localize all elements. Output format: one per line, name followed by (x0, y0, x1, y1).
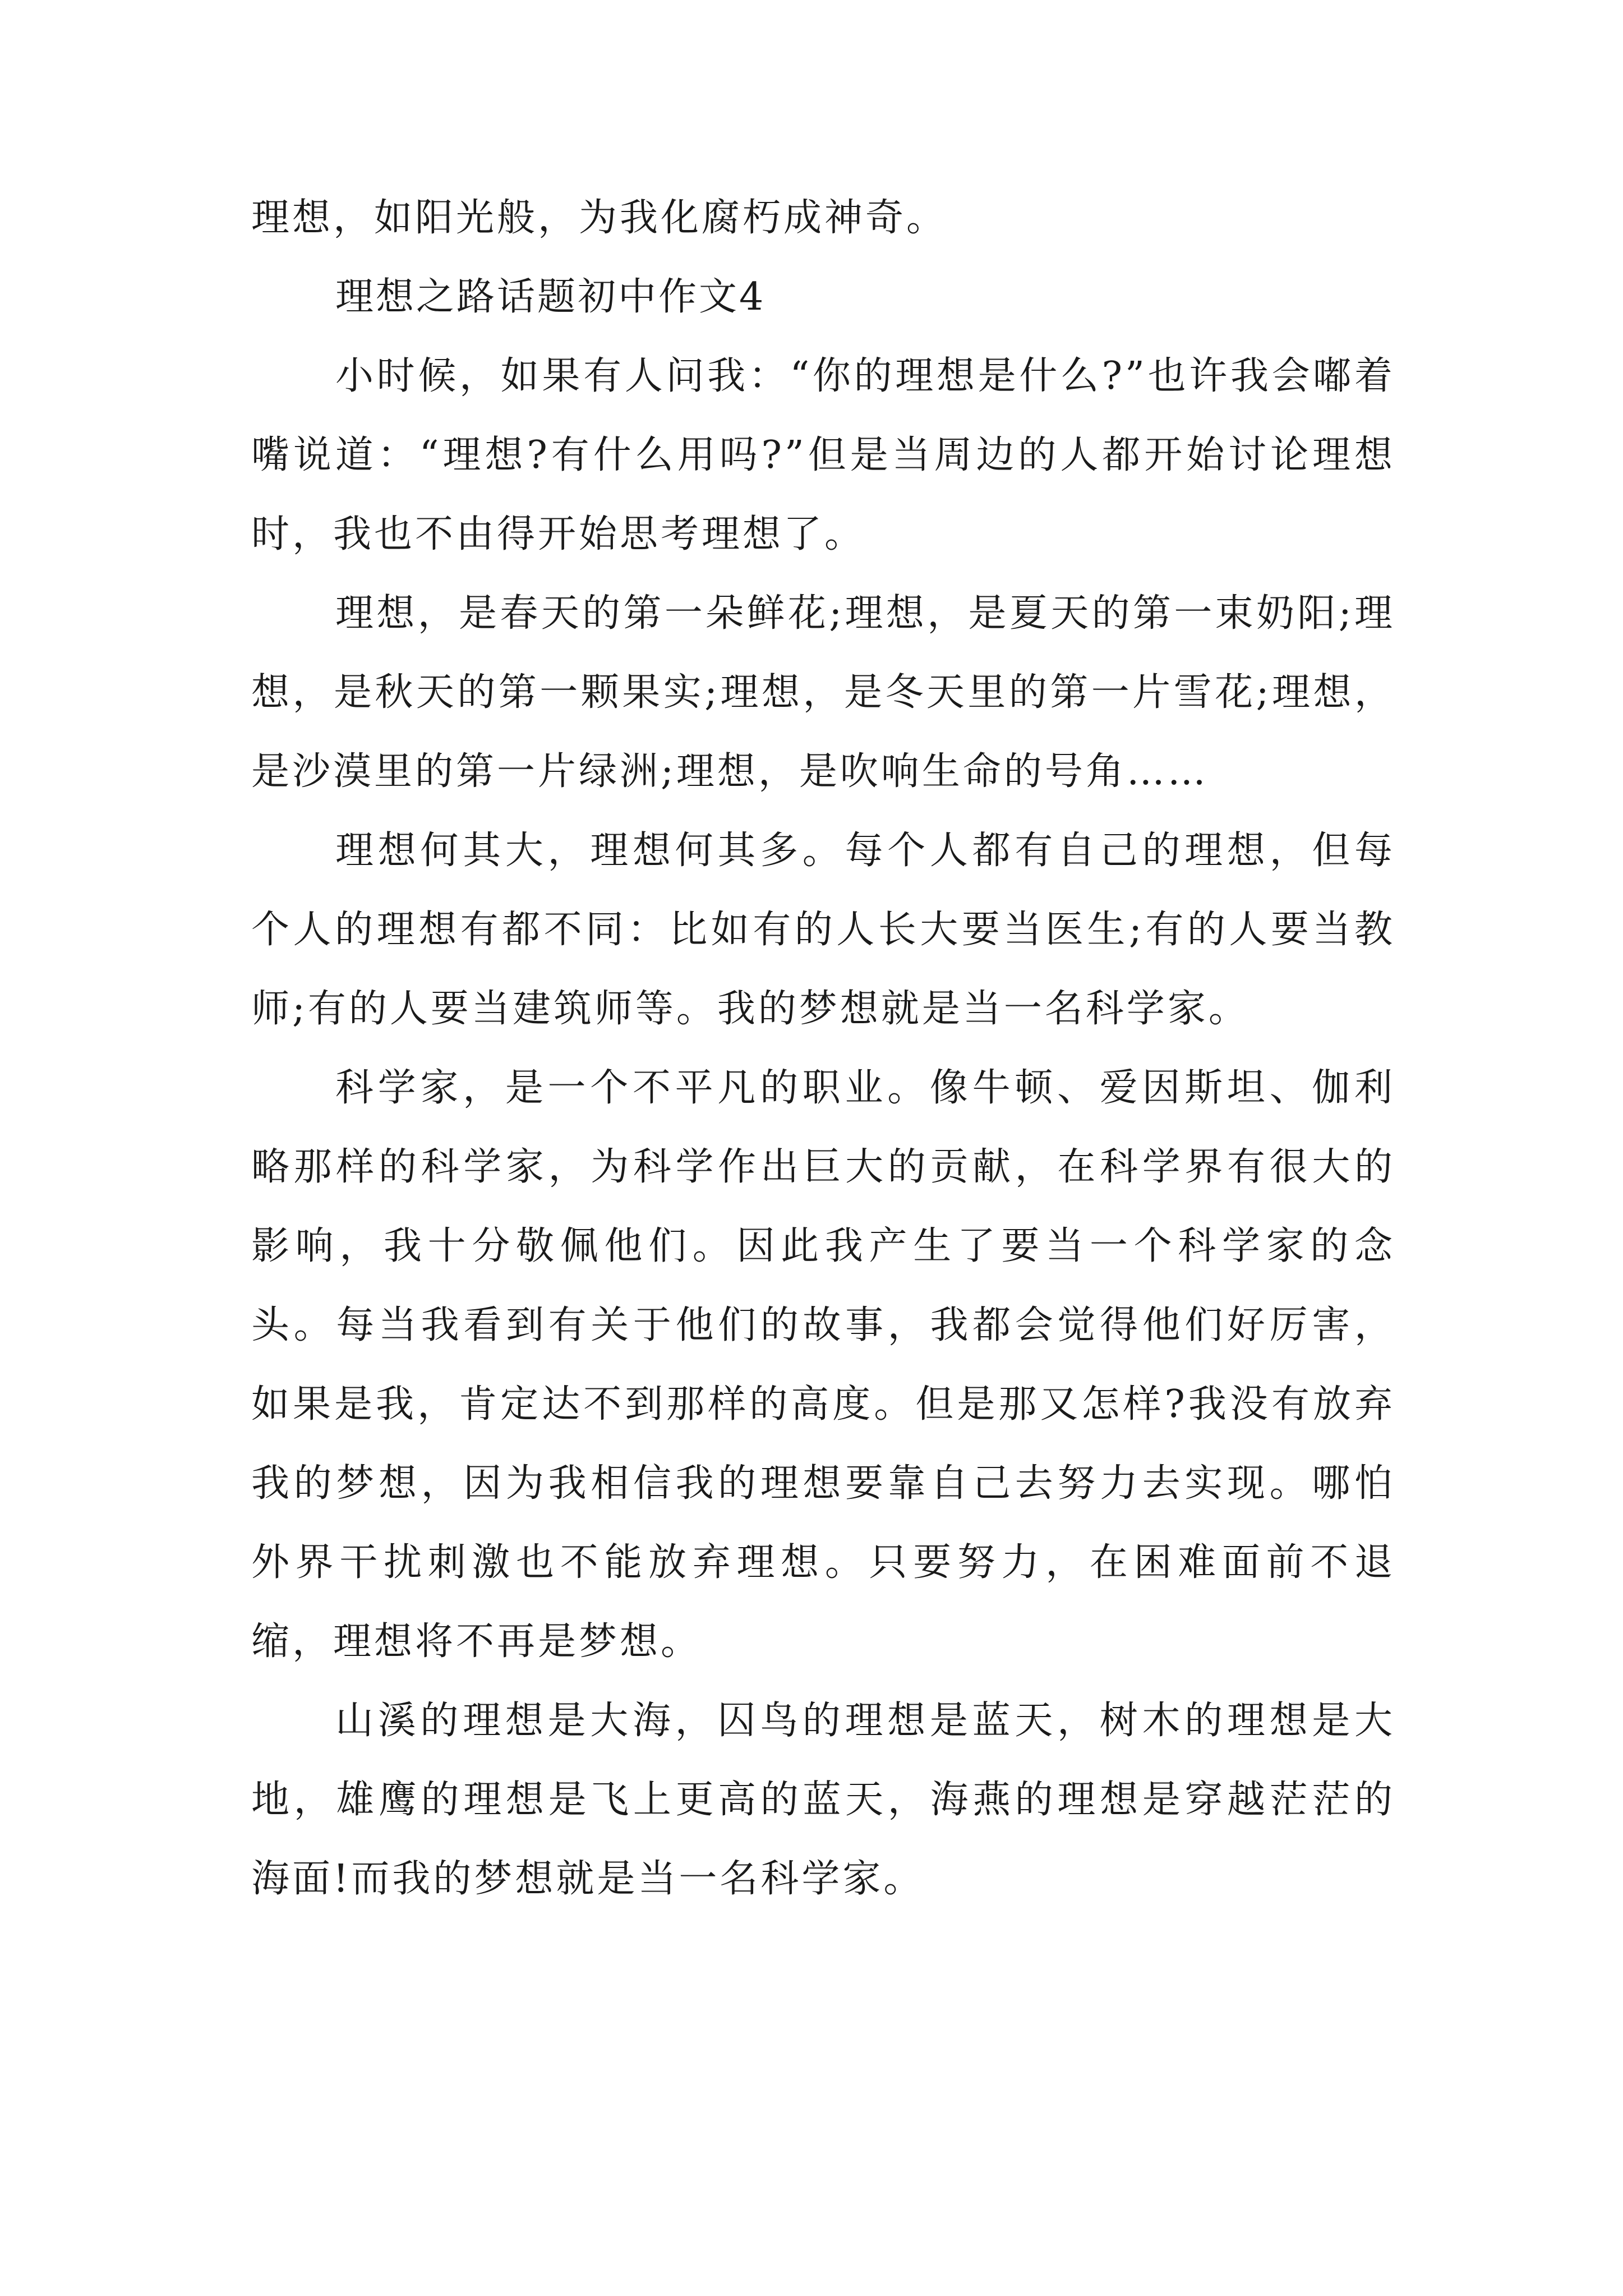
paragraph-childhood: 小时候，如果有人问我：“你的理想是什么?”也许我会嘟着嘴说道：“理想?有什么用吗?”但是当周边的人都开始讨论理想时，我也不由得开始思考理想了。 (251, 354, 1395, 556)
document-body (251, 178, 1395, 1918)
paragraph-scientist: 科学家，是一个不平凡的职业。像牛顿、爱因斯坦、伽利略那样的科学家，为科学作出巨大的贡献，在科学界有很大的影响，我十分敬佩他们。因此我产生了要当一个科学家的念头。每当我看到有关于他们的故事，我都会觉得他们好厉害，如果是我，肯定达不到那样的高度。但是那又怎样?我没有放弃我的梦想，因为我相信我的理想要靠自己去努力去实现。哪怕外界干扰刺激也不能放弃理想。只要努力，在困难面前不退缩，理想将不再是梦想。 (251, 1066, 1395, 1664)
essay-title: 理想之路话题初中作文4 (335, 275, 766, 319)
continuation-line: 理想，如阳光般，为我化腐朽成神奇。 (251, 196, 948, 240)
paragraph-dreams: 理想何其大，理想何其多。每个人都有自己的理想，但每个人的理想有都不同：比如有的人长大要当医生;有的人要当教师;有的人要当建筑师等。我的梦想就是当一名科学家。 (251, 829, 1395, 1031)
paragraph-seasons: 理想，是春天的第一朵鲜花;理想，是夏天的第一束奶阳;理想，是秋天的第一颗果实;理想，是冬天里的第一片雪花;理想，是沙漠里的第一片绿洲;理想，是吹响生命的号角…… (251, 591, 1395, 794)
paragraph-closing: 山溪的理想是大海，囚鸟的理想是蓝天，树木的理想是大地，雄鹰的理想是飞上更高的蓝天，海燕的理想是穿越茫茫的海面!而我的梦想就是当一名科学家。 (251, 1699, 1395, 1901)
